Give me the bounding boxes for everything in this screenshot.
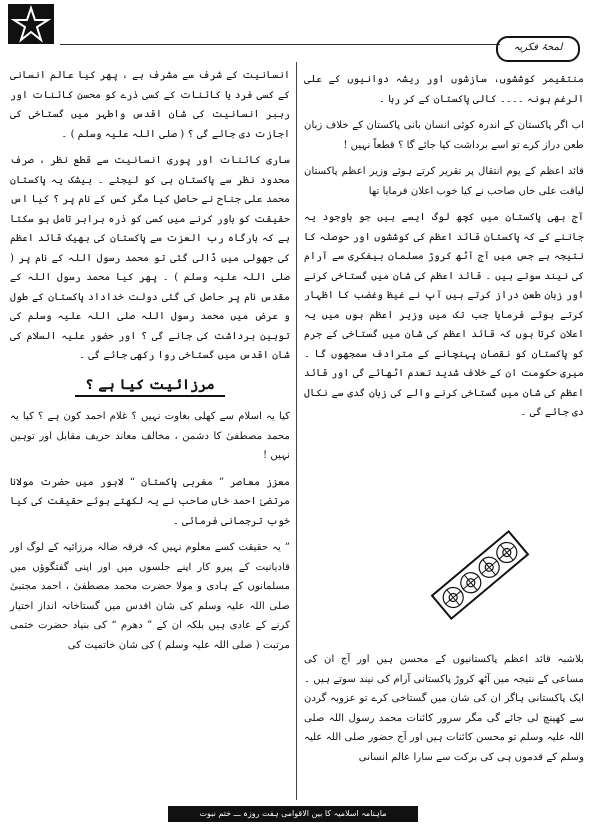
floral-ornament-icon — [425, 515, 535, 635]
paragraph: انسانیت کے شرف سے مشرف ہے ، پھر کیا عالم انسانی کے کسی فرد یا کائنات کے کسی ذرے کو محسن کائنات اور رہبر انسانیت کی شان اقدس واطہر میں گستاخی کی اجازت دی جائے گی ؟ ( صلی اللہ علیہ وسلم ) ۔ — [10, 70, 290, 140]
paragraph: ساری کائنات اور پوری انسانیت سے قطع نظر ، صرف محدود نظر سے پاکستان ہی کو لیجئے ۔ بیشک یہ پاکستان محمد علی جناح نے حاصل کیا مگر کس کے نام پر ؟ کیا اس حقیقت کو باور کرنے میں کسی کو ذرہ برابر تامل ہو سکتا ہے کہ بارگاہ رب العزت سے پاکستان کی بھیک قائد اعظم کی جھولی میں ڈالی گئی تو محمد رسول اللہ کے نام پر ( صلی اللہ علیہ وسلم ) ۔ پھر کیا محمد رسول اللہ کے مقدس نام پر حاصل کی گئی دولت خداداد پاکستان کے طول و عرض میں محمد رسول اللہ صلی اللہ علیہ وسلم کی توہین برداشت کی جانے گی ؟ اور حضور علیہ السلام کی شان اقدس میں گستاخی روا رکھی جائے گی ۔ — [10, 155, 290, 361]
right-column — [304, 70, 584, 430]
header-rule — [60, 44, 500, 45]
footer-banner: ماہنامہ اسلامیہ کا بین الاقوامی ہفت روزہ ـــ ختم نبوت — [168, 806, 418, 822]
section-heading: مرزائیت کیا ہے ؟ — [75, 376, 224, 398]
column-divider — [296, 62, 297, 800]
paragraph: منتقیمر کوششوں، سازشوں اور ریشہ دوانیوں کے علی الرغم ہونہ ۔۔۔۔ کالی پاکستان کے کر رہا ۔ — [304, 74, 584, 105]
paragraph: قائد اعظم کے یوم انتقال پر تقریر کرتے ہوئے وزیر اعظم پاکستان لیاقت علی خاں صاحب نے کیا خوب اعلان فرمایا تھا — [304, 166, 584, 197]
paragraph: بلاشبہ قائد اعظم پاکستانیوں کے محسن ہیں اور آج ان کی مساعی کے نتیجہ میں آٹھ کروڑ پاکستانی آرام کی نیند سوتے ہیں ۔ ایک پاکستانی ہاگر ان کی شان میں گستاخی کرے تو عزوبہ گردن سے کھینچ لی جائے گی مگر سرور کائنات محمد رسول اللہ صلی اللہ علیہ وسلم تو محسن کائنات ہیں اور آج حضور صلی اللہ علیہ وسلم کے قدموں ہی کی برکت سے سارا عالم انسانی — [304, 654, 584, 763]
right-column-closing — [304, 650, 584, 774]
paragraph: اب اگر پاکستان کے اندرہ کوئی انسان بانی پاکستان کے خلاف زبان طعن دراز کرے تو اسے برداشت کیا جائے گا ؟ قطعاً نہیں ! — [304, 120, 584, 151]
section-heading-wrap — [10, 376, 290, 398]
paragraph: آج بھی پاکستان میں کچھ لوگ ایسے ہیں جو باوجود یہ جاننے کے کہ پاکستان قائد اعظم کی کوششوں اور حوصلہ کا نتیجہ ہے جس میں آج آٹھ کروڑ مسلمان بیفکری سے آرام کی نیند سوتے ہیں ۔ قائد اعظم کی شان میں گستاخی کرنے اور زبان طعن دراز کرتے ہیں آپ نے غیظ وغضب کا اظہار کرتے ہوئے فرمایا جب تک میں وزیر اعظم ہوں میں یہ اعلان کرتا ہوں کہ قائد اعظم کی شان میں گستاخی کے جرم کو پاکستان کو نقصان پہنچانے کے مترادف سمجھوں گا ۔ میری حکومت ان کے خلاف شدید تعدم اٹھائے گی اور قائد اعظم کی شان میں گستاخی کرنے والے کی زبان گدی سے نکال دی جائے گی ۔ — [304, 212, 584, 418]
paragraph: کیا یہ اسلام سے کھلی بغاوت نہیں ؟ غلام احمد کون ہے ؟ کیا یہ محمد مصطفیٰ کا دشمن ، مخالف معاند حریف مقابل اور توہین نہیں ! — [10, 411, 290, 461]
paragraph: ” یہ حقیقت کسے معلوم نہیں کہ فرقہ ضالہ مرزائیہ کے لوگ اور قادیانیت کے پیرو کار اپنے جلسوں میں اور اپنی گفتگوؤں میں مسلمانوں کے ہادی و مولا حضرت محمد مصطفیٰ ، احمد مجتبیٰ صلی اللہ علیہ وسلم کی شان اقدس میں گستاخانہ انداز اختیار کرنے کے عادی ہیں بلکہ ان کے ” دھرم “ کی بنیاد حضرت ختمی مرتبت ( صلی اللہ علیہ وسلم ) کی شان خاتمیت کی — [10, 542, 290, 651]
paragraph: معزز معاصر ” مغربی پاکستان “ لاہور میں حضرت مولانا مرتضیٰ احمد خاں صاحب نے یہ لکھتے ہوئے حقیقت کی کیا خوب ترجمانی فرمائی ۔ — [10, 476, 290, 527]
left-column — [10, 66, 290, 662]
section-badge: لمحۂ فکریہ — [496, 36, 580, 62]
star-icon — [8, 4, 54, 44]
star-logo-icon — [8, 4, 54, 44]
